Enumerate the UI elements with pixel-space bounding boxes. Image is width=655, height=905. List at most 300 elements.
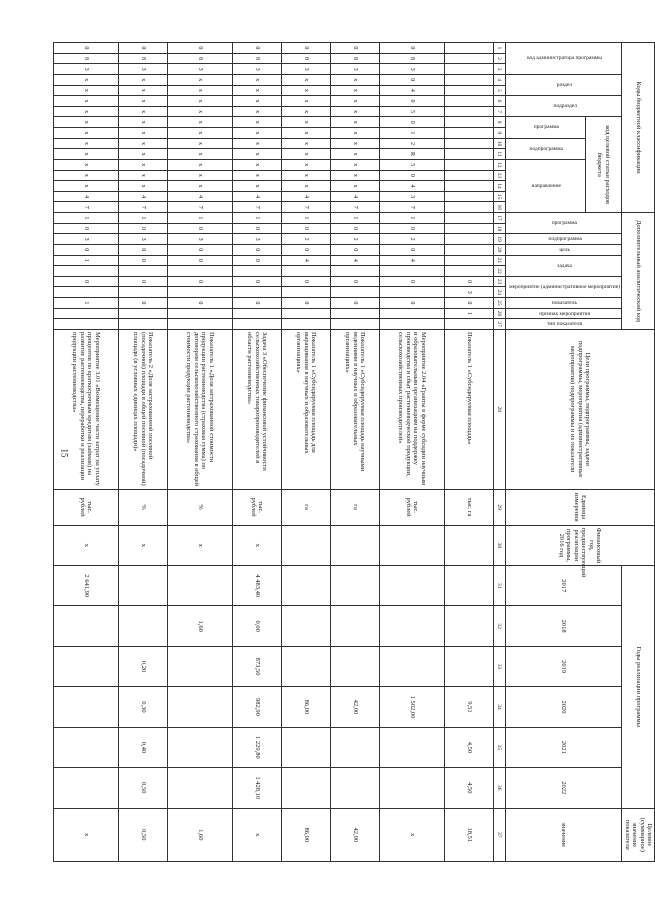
table-row [232,43,281,862]
year-2019-header: 2019 [505,646,621,686]
year-2018-header: 2018 [505,606,621,646]
code-cell: 3 [444,287,493,298]
code-cell [232,266,281,277]
year-value-cell [53,768,118,808]
year-value-cell [379,768,444,808]
code-cell: х [167,138,232,149]
column-number: 31 [493,566,505,606]
code-cell: 3 [118,234,167,245]
year-value-cell: 0,20 [118,646,167,686]
column-number: 14 [493,181,505,192]
code-cell: х [167,159,232,170]
code-cell: 0 [281,244,330,255]
code-cell: 3 [330,64,379,75]
column-number: 2 [493,53,505,64]
code-cell: х [330,170,379,181]
code-cell: 4 [379,85,444,96]
financial-year-cell [379,525,444,565]
year-value-cell: 0,00 [232,606,281,646]
code-cell: х [53,117,118,128]
indicator-name-cell: Показатель 1 «Субсидируемая площадь научными ведениями в научных и образовательных организациях» [330,329,379,489]
column-number: 27 [493,319,505,330]
year-value-cell: 1,60 [167,606,232,646]
year-value-cell [281,606,330,646]
year-value-cell [53,606,118,646]
code-cell: 3 [379,191,444,202]
code-cell: х [232,170,281,181]
year-value-cell: 4,50 [444,768,493,808]
code-cell [444,159,493,170]
code-cell: 2 [379,138,444,149]
year-value-cell [330,768,379,808]
code-cell: х [330,128,379,139]
final-value-cell: 0,50 [118,808,167,861]
code-cell: х [53,85,118,96]
code-cell [330,266,379,277]
subprogram-code-header: подпрограмма [505,234,621,245]
year-value-cell [379,646,444,686]
code-cell: х [53,149,118,160]
code-cell: х [281,117,330,128]
code-cell: 1 [53,298,118,309]
year-value-cell: 4 483,40 [232,566,281,606]
code-cell [444,74,493,85]
year-value-cell [167,727,232,767]
code-cell: 8 [118,53,167,64]
code-cell: х [330,181,379,192]
code-cell: 0 [281,298,330,309]
financial-year-cell: х [232,525,281,565]
year-value-cell [330,606,379,646]
page-number: 15 [59,448,70,458]
code-cell: х [167,149,232,160]
column-number: 7 [493,106,505,117]
column-number: 23 [493,276,505,287]
code-cell [167,266,232,277]
code-cell: 0 [167,43,232,54]
code-cell: х [118,170,167,181]
code-cell: 0 [232,43,281,54]
code-cell [444,138,493,149]
code-cell: 0 [379,117,444,128]
code-cell: х [232,159,281,170]
code-cell: х [281,149,330,160]
code-cell [167,287,232,298]
indicator-name-cell: Показатель 1 «Субсидируемая площадь для выращивания в научных и образовательных организациях» [281,329,330,489]
indicator-name-cell: Показатель 2 «Доля застрахованной посевной (посадочной) площади в общей посевной (посадочной) площади (в условных единицах площади)» [118,329,167,489]
year-value-cell [167,566,232,606]
unit-cell: га [330,489,379,525]
code-cell: 0 [167,223,232,234]
code-cell: 0 [232,244,281,255]
code-cell: х [53,159,118,170]
code-cell: 3 [379,64,444,75]
code-cell: 0 [281,43,330,54]
final-value-cell: 86,00 [281,808,330,861]
final-value-subheader: значение [505,808,621,861]
code-cell [330,287,379,298]
code-cell: 0 [330,276,379,287]
column-number: 37 [493,808,505,861]
code-cell: 0 [167,276,232,287]
expense-group-header: Дополнительный аналитический код [622,213,655,330]
table-row [379,43,444,862]
goal-code-header: цель [505,244,621,255]
code-cell [118,319,167,330]
code-cell: х [118,117,167,128]
program-indicators-table [53,42,655,862]
code-cell [379,319,444,330]
code-cell: х [53,74,118,85]
year-value-cell [330,566,379,606]
code-cell: х [53,96,118,107]
unit-cell: тыс. рублей [232,489,281,525]
year-value-cell [53,727,118,767]
code-cell [281,266,330,277]
code-cell: 1 [444,308,493,319]
code-cell: х [330,159,379,170]
financial-year-cell: х [167,525,232,565]
table-body [53,43,493,862]
indicator-type-header: тип показателя [505,319,621,330]
code-cell: х [53,106,118,117]
code-cell: х [330,149,379,160]
indicator-name-cell: Мероприятие 2.04 «Гранты в форме субсидии научным и образовательным организациям на поддержку производства и сбыт растениеводческой продукции, сельскохозяйственных производителей» [379,329,444,489]
code-cell: 0 [379,223,444,234]
code-cell: х [232,106,281,117]
code-cell: 4 [53,191,118,202]
code-cell: 0 [330,244,379,255]
column-number: 21 [493,255,505,266]
code-cell [444,64,493,75]
code-cell [53,308,118,319]
unit-cell: тыс. га [444,489,493,525]
code-cell: 0 [118,276,167,287]
column-number: 3 [493,64,505,75]
code-cell: 0 [232,298,281,309]
code-cell: х [232,96,281,107]
code-cell: 0 [118,298,167,309]
code-cell: 0 [379,244,444,255]
code-cell [444,255,493,266]
code-cell: 8 [330,53,379,64]
program-code-header: программа [505,213,621,234]
final-value-cell: х [232,808,281,861]
code-cell: 0 [53,223,118,234]
code-cell: х [330,96,379,107]
code-cell: 0 [330,223,379,234]
indicator-name-cell: Показатель 1 «Субсидируемая площадь» [444,329,493,489]
code-cell: х [232,138,281,149]
unit-cell: тыс. рублей [379,489,444,525]
year-value-cell: 42,00 [330,687,379,727]
code-cell: 7 [118,202,167,213]
code-cell: 0 [118,244,167,255]
code-cell [444,170,493,181]
code-cell [167,319,232,330]
code-cell: 1 [379,128,444,139]
program-subheader: программа [505,117,585,138]
code-cell: 7 [232,202,281,213]
code-cell: 0 [281,276,330,287]
code-cell: 3 [53,234,118,245]
code-cell [444,85,493,96]
year-value-cell [281,566,330,606]
code-cell: х [330,138,379,149]
code-cell: х [53,128,118,139]
code-cell: 3 [281,64,330,75]
code-cell: 1 [167,213,232,224]
code-cell [53,266,118,277]
unit-cell: % [167,489,232,525]
code-cell: 0 [330,298,379,309]
code-cell [118,266,167,277]
code-cell [53,319,118,330]
indicator-name-cell: Задача 3 «Обеспечение финансовой устойчивости сельскохозяйственных товаропроизводителей в области растениеводства» [232,329,281,489]
code-cell: 4 [167,191,232,202]
code-cell: 4 [379,255,444,266]
section-header: раздел [505,74,621,95]
code-cell [281,308,330,319]
code-cell: 0 [379,43,444,54]
code-cell [330,319,379,330]
year-value-cell [444,646,493,686]
code-cell: х [167,128,232,139]
goals-column-header: Цели программы, подпрограммы, задачи подпрограммы, мероприятия (административные мероприятия) подпрограммы и их показатели [505,329,654,489]
code-cell: х [118,159,167,170]
year-2021-header: 2021 [505,727,621,767]
code-cell [232,287,281,298]
code-cell: 0 [379,96,444,107]
code-cell: 1 [379,213,444,224]
year-value-cell: 982,90 [232,687,281,727]
code-cell: х [118,138,167,149]
unit-cell: га [281,489,330,525]
code-cell: 0 [444,298,493,309]
code-cell [330,308,379,319]
year-2017-header: 2017 [505,566,621,606]
column-number: 4 [493,74,505,85]
financial-year-cell: х [53,525,118,565]
code-cell: х [330,74,379,85]
code-cell [281,287,330,298]
code-cell: 0 [118,43,167,54]
code-cell: 5 [379,159,444,170]
year-value-cell: 873,50 [232,646,281,686]
code-cell: 0 [167,255,232,266]
column-number: 19 [493,234,505,245]
table-row [118,43,167,862]
subsection-header: подраздел [505,96,621,117]
year-value-cell: 2 641,90 [53,566,118,606]
year-value-cell [444,606,493,646]
year-value-cell [379,727,444,767]
code-cell [444,191,493,202]
code-cell: 0 [167,298,232,309]
code-cell: х [281,181,330,192]
code-cell: х [53,138,118,149]
code-cell [379,287,444,298]
column-number: 5 [493,85,505,96]
unit-column-header: Единица измерения [505,489,654,525]
final-value-cell: 18,51 [444,808,493,861]
column-number: 26 [493,308,505,319]
code-cell [444,149,493,160]
unit-cell: тыс. рублей [53,489,118,525]
code-cell: х [232,74,281,85]
code-cell [379,266,444,277]
code-cell: 4 [330,255,379,266]
year-value-cell: 0,30 [118,687,167,727]
code-cell [118,308,167,319]
final-value-cell: 42,00 [330,808,379,861]
code-cell: 0 [281,223,330,234]
code-cell: 3 [53,64,118,75]
year-value-cell [379,606,444,646]
column-number: 33 [493,646,505,686]
year-value-cell [330,646,379,686]
table-row [330,43,379,862]
unit-cell: % [118,489,167,525]
code-cell: 2 [379,234,444,245]
code-cell: х [232,128,281,139]
code-cell: 7 [379,202,444,213]
column-number: 24 [493,287,505,298]
column-number: 28 [493,329,505,489]
code-cell: х [118,96,167,107]
code-cell: 4 [330,191,379,202]
code-cell: 0 [53,276,118,287]
year-value-cell: 1 502,00 [379,687,444,727]
column-number: 22 [493,266,505,277]
code-cell: 7 [167,202,232,213]
table-row [167,43,232,862]
code-cell: х [232,117,281,128]
code-cell: х [118,128,167,139]
code-cell: 3 [167,234,232,245]
year-value-cell [53,687,118,727]
year-2022-header: 2022 [505,768,621,808]
code-cell: 4 [232,191,281,202]
code-cell: 0 [444,276,493,287]
code-cell: х [118,181,167,192]
code-cell: 7 [281,202,330,213]
admin-code-header: код администратора программы [505,43,621,75]
code-cell [444,202,493,213]
column-number: 10 [493,138,505,149]
code-cell: 0 [118,255,167,266]
code-cell: 5 [379,106,444,117]
code-cell [444,53,493,64]
column-number: 17 [493,213,505,224]
code-cell: 8 [53,53,118,64]
code-cell [232,308,281,319]
code-cell: 0 [379,276,444,287]
code-cell: х [281,96,330,107]
column-number: 25 [493,298,505,309]
financial-year-cell [281,525,330,565]
code-cell: 8 [281,53,330,64]
code-cell: х [53,181,118,192]
code-cell: 2 [281,234,330,245]
code-cell [118,287,167,298]
code-cell: х [118,74,167,85]
code-cell [444,244,493,255]
code-cell: 4 [118,191,167,202]
column-number: 36 [493,768,505,808]
year-value-cell [330,727,379,767]
code-cell: х [232,149,281,160]
code-cell: 0 [379,170,444,181]
table-row [281,43,330,862]
code-cell: 0 [53,244,118,255]
column-number: 29 [493,489,505,525]
column-number: 32 [493,606,505,646]
code-cell [444,266,493,277]
code-cell: 0 [232,276,281,287]
year-value-cell: 9,51 [444,687,493,727]
code-cell: 0 [167,244,232,255]
code-cell: х [118,85,167,96]
code-cell [444,117,493,128]
code-cell: 2 [330,234,379,245]
column-number: 12 [493,159,505,170]
code-cell: 0 [232,255,281,266]
year-2020-header: 2020 [505,687,621,727]
year-value-cell [118,606,167,646]
column-number: 30 [493,525,505,565]
code-cell: х [167,117,232,128]
code-cell: 3 [167,64,232,75]
financial-year-cell [444,525,493,565]
code-cell: 1 [281,213,330,224]
year-value-cell [281,727,330,767]
code-cell: х [232,181,281,192]
code-cell [167,308,232,319]
column-number: 9 [493,128,505,139]
program-years-header: Годы реализации программы [622,566,655,808]
direction-subheader: направление [505,159,585,212]
column-number: 18 [493,223,505,234]
indicator-name-cell: Показатель 1 «Доля застрахованной стоимости продукции растениеводства (страховая сумма) по договорам сельскохозяйственного страхования в общей стоимости продукции растениеводства» [167,329,232,489]
code-cell: 1 [53,255,118,266]
year-value-cell [281,646,330,686]
code-cell [232,319,281,330]
code-cell: 8 [232,53,281,64]
table-row [444,43,493,862]
year-value-cell [281,768,330,808]
code-cell: х [167,85,232,96]
final-value-cell: 1,60 [167,808,232,861]
code-cell: х [330,106,379,117]
final-value-header: Целевое (суммарное) значение показателя [622,808,655,861]
code-cell: 1 [118,213,167,224]
year-value-cell [118,566,167,606]
year-value-cell [167,768,232,808]
year-value-cell [167,646,232,686]
year-value-cell: 1 229,80 [232,727,281,767]
code-cell: х [281,138,330,149]
code-cell [444,319,493,330]
year-value-cell: 1 428,10 [232,768,281,808]
code-cell [444,181,493,192]
year-value-cell [444,566,493,606]
code-cell: х [167,96,232,107]
column-number: 16 [493,202,505,213]
code-cell: 4 [281,191,330,202]
code-cell: х [330,85,379,96]
code-cell [444,106,493,117]
